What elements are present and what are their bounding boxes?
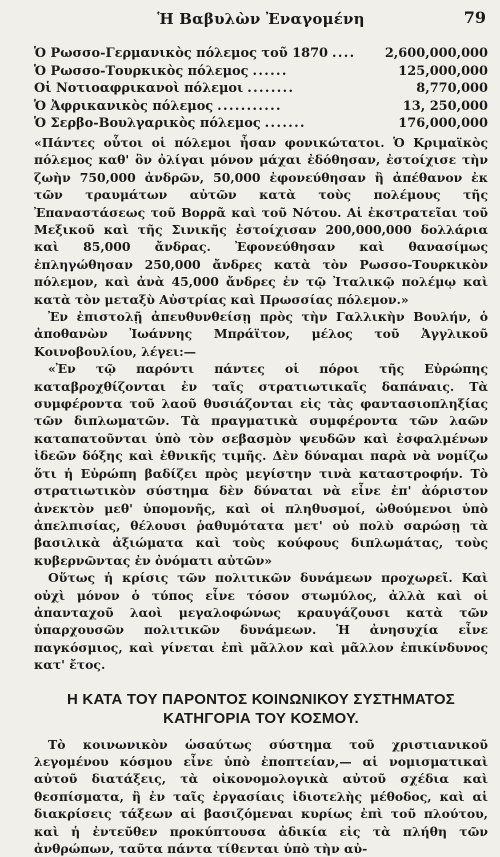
war-cost-row [34, 116, 488, 134]
paragraph-social-system: Τὸ κοινωνικὸν ὡσαύτως σύστημα τοῦ χριστιανικοῦ λεγομένου κόσμου εἶνε ὑπὸ ἐποπτείαν,— αἱ νομισματικαὶ αὐτοῦ διατάξεις, τὰ οἰκονομολογικὰ αὐτοῦ σχέδια καὶ θεσπίσματα, ἢ ἐν ταῖς ἐργασίαις ἰδιοτελὴς μέθοδος, καὶ αἱ διακρίσεις τάξεων αἱ βασιζόμεναι κυρίως ἐπὶ τοῦ πλούτου, καὶ ἡ ἐντεῦθεν προκύπτουσα ἀδικία εἰς τὰ πλήθη τῶν ἀνθρώπων, ταῦτα πάντα τίθενται ὑπὸ τὴν αὐ- [34, 736, 488, 856]
war-cost-amount: 176,000,000 [398, 116, 488, 132]
paragraph-bright-intro: Ἐν ἐπιστολῇ ἀπευθυνθείσῃ πρὸς τὴν Γαλλικὴν Βουλήν, ὁ ἀποθανὼν Ἰωάννης Μπράϊτον, μέλος τοῦ Ἀγγλικοῦ Κοινοβουλίου, λέγει:— [34, 309, 488, 359]
paragraph-bright-quote: «Ἐν τῷ παρόντι πάντες οἱ πόροι τῆς Εὐρώπης καταβροχθίζονται ἐν ταῖς στρατιωτικαῖς δαπάναις. Τὰ συμφέροντα τοῦ λαοῦ θυσιάζονται εἰς τὰς φαντασιοπληξίας τῶν διπλωματῶν. Τὰ πραγματικὰ συμφέροντα τῶν λαῶν καταπατοῦνται ὑπὸ τὸν σεβασμὸν ψευδῶν καὶ ἐσφαλμένων ἰδεῶν δόξης καὶ ἐθνικῆς τιμῆς. Δὲν δύναμαι παρὰ νὰ νομίζω ὅτι ἡ Εὐρώπη βαδίζει πρὸς μεγίστην τινὰ καταστροφήν. Τὸ στρατιωτικὸν σύστημα δὲν δύναται νὰ εἶνε ἐπ' ἀόριστον ἀνεκτὸν μεθ' ὑπομονῆς, καὶ οἱ πληθυσμοί, ὠθούμενοι ὑπὸ ἀπελπισίας, θέλουσι ῥαθυμότατα μετ' οὐ πολὺ σαρώσῃ τὰ βασιλικὰ ἀξιώματα καὶ τοὺς κούφους διπλωμάτας, τοὺς κυβερνῶντας ἐν ὀνόματι αὐτῶν» [34, 361, 488, 568]
war-name: Ὁ Ρωσσο-Γερμανικὸς πόλεμος τοῦ 1870 [34, 46, 329, 61]
dot-leader: ........... [217, 98, 282, 114]
section-heading-line: ΚΑΤΗΓΟΡΙΑ ΤΟΥ ΚΟΣΜΟΥ. [163, 709, 359, 727]
dot-leader: ........ [247, 81, 295, 97]
war-name: Ὁ Ἀφρικανικὸς πόλεμος [34, 98, 214, 114]
war-cost-row [34, 46, 488, 64]
war-cost-amount: 125,000,000 [398, 63, 488, 79]
dot-leader: .... [332, 46, 356, 61]
paragraph-political-crisis: Οὕτως ἡ κρίσις τῶν πολιτικῶν δυνάμεων προχωρεῖ. Καὶ οὐχὶ μόνον ὁ τύπος εἶνε τόσον στωμύλος, ἀλλὰ καὶ οἱ ἀπανταχοῦ λαοὶ μεγαλοφώνως κραυγάζουσι κατὰ τῶν ὑπαρχουσῶν πολιτικῶν δυνάμεων. Ἡ ἀνησυχία εἶνε παγκόσμιος, καὶ γίνεται ἐπὶ μᾶλλον καὶ μᾶλλον ἐπικίνδυνος κατ' ἔτος. [34, 570, 488, 673]
war-cost-row [34, 64, 488, 82]
running-title: Ἡ Βαβυλὼν Ἐναγομένη [157, 10, 365, 28]
page-number: 79 [463, 8, 486, 27]
war-cost-row [34, 81, 488, 99]
section-heading-line: Η ΚΑΤΑ ΤΟΥ ΠΑΡΟΝΤΟΣ ΚΟΙΝΩΝΙΚΟΥ ΣΥΣΤΗΜΑΤΟΣ [67, 690, 455, 708]
war-name: Ὁ Σερβο-Βουλγαρικὸς πόλεμος [34, 116, 261, 132]
running-head [34, 6, 488, 32]
war-cost-amount: 13, 250,000 [402, 98, 488, 114]
war-cost-table [34, 46, 488, 134]
war-name: Οἱ Νοτιοαφρικανοὶ πόλεμοι [34, 81, 244, 97]
war-cost-amount: 2,600,000,000 [384, 46, 488, 61]
section-heading [34, 690, 488, 728]
paragraph-war-casualties: «Πάντες οὗτοι οἱ πόλεμοι ἦσαν φονικώτατοι. Ὁ Κριμαϊκὸς πόλεμος καθ' ὃν ὀλίγαι μόνον μάχαι ἐδόθησαν, ἐστοίχισε τὴν ζωὴν 750,000 ἀνδρῶν, 50,000 ἐφονεύθησαν ἢ ἀπέθανον ἐκ τῶν τραυμάτων αὐτῶν κατὰ τοὺς πολέμους τῆς Ἐπαναστάσεως τοῦ Βορρᾶ καὶ τοῦ Νότου. Αἱ ἐκστρατεῖαι τοῦ Μεξικοῦ καὶ τῆς Σινικῆς ἐστοίχισαν 200,000,000 δολλάρια καὶ 85,000 ἄνδρας. Ἐφονεύθησαν καὶ θανασίμως ἐπληγώθησαν 250,000 ἄνδρες κατὰ τὸν Ρωσσο-Τουρκικὸν πόλεμον, καὶ ἀνὰ 45,000 ἄνδρες ἐν τῷ Ἰταλικῷ πολέμῳ καὶ κατὰ τὸν μεταξὺ Αὐστρίας καὶ Πρωσσίας πόλεμον.» [34, 134, 488, 307]
war-cost-row [34, 99, 488, 117]
war-cost-amount: 8,770,000 [416, 81, 488, 97]
dot-leader: ....... [264, 116, 306, 132]
war-name: Ὁ Ρωσσο-Τουρκικὸς πόλεμος [34, 63, 249, 79]
dot-leader: ...... [252, 63, 288, 79]
